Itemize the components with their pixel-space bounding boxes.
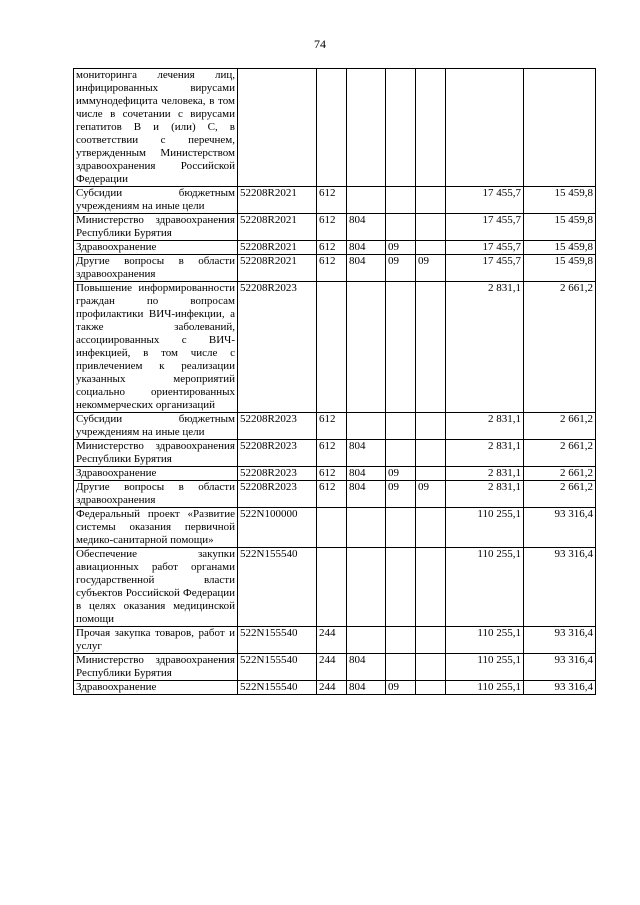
target-article-code: 52208R2021 <box>238 214 317 241</box>
section-code <box>386 214 416 241</box>
section-code <box>386 413 416 440</box>
subsection-code <box>416 508 446 548</box>
amount-executed: 2 661,2 <box>524 440 596 467</box>
subsection-code: 09 <box>416 481 446 508</box>
expense-type-code: 244 <box>317 627 347 654</box>
ministry-code <box>347 627 386 654</box>
amount-executed: 15 459,8 <box>524 255 596 282</box>
table-row <box>74 214 596 241</box>
ministry-code <box>347 69 386 187</box>
ministry-code: 804 <box>347 654 386 681</box>
item-name: Другие вопросы в области здравоохранения <box>74 255 238 282</box>
table-row <box>74 548 596 627</box>
target-article-code: 522N100000 <box>238 508 317 548</box>
amount-approved: 2 831,1 <box>446 481 524 508</box>
amount-executed: 2 661,2 <box>524 282 596 413</box>
target-article-code: 52208R2023 <box>238 481 317 508</box>
amount-executed: 2 661,2 <box>524 467 596 481</box>
amount-executed: 93 316,4 <box>524 508 596 548</box>
target-article-code: 52208R2023 <box>238 440 317 467</box>
amount-executed: 93 316,4 <box>524 681 596 695</box>
item-name: Федеральный проект «Развитие системы оказания первичной медико-санитарной помощи» <box>74 508 238 548</box>
item-name: мониторинга лечения лиц, инфицированных вирусами иммунодефицита человека, в том числе в сочетании с вирусами гепатитов В и (или) С, в соответствии с перечнем, утвержденным Министерством здравоохранения Российской Федерации <box>74 69 238 187</box>
table-row <box>74 255 596 282</box>
item-name: Здравоохранение <box>74 241 238 255</box>
ministry-code: 804 <box>347 681 386 695</box>
section-code <box>386 654 416 681</box>
amount-approved: 110 255,1 <box>446 627 524 654</box>
amount-executed: 15 459,8 <box>524 214 596 241</box>
amount-approved <box>446 69 524 187</box>
table-row <box>74 627 596 654</box>
item-name: Другие вопросы в области здравоохранения <box>74 481 238 508</box>
expense-type-code: 612 <box>317 255 347 282</box>
item-name: Здравоохранение <box>74 681 238 695</box>
section-code <box>386 627 416 654</box>
target-article-code: 52208R2021 <box>238 241 317 255</box>
target-article-code: 522N155540 <box>238 654 317 681</box>
expense-type-code: 612 <box>317 467 347 481</box>
amount-approved: 2 831,1 <box>446 413 524 440</box>
section-code <box>386 508 416 548</box>
target-article-code: 52208R2023 <box>238 467 317 481</box>
item-name: Министерство здравоохранения Республики Бурятия <box>74 214 238 241</box>
item-name: Министерство здравоохранения Республики Бурятия <box>74 654 238 681</box>
subsection-code <box>416 282 446 413</box>
table-row <box>74 413 596 440</box>
subsection-code <box>416 627 446 654</box>
expense-type-code: 244 <box>317 654 347 681</box>
ministry-code: 804 <box>347 481 386 508</box>
target-article-code: 52208R2021 <box>238 187 317 214</box>
ministry-code: 804 <box>347 255 386 282</box>
expense-type-code <box>317 282 347 413</box>
section-code: 09 <box>386 241 416 255</box>
table-row <box>74 440 596 467</box>
target-article-code: 52208R2023 <box>238 413 317 440</box>
amount-approved: 17 455,7 <box>446 241 524 255</box>
target-article-code: 522N155540 <box>238 681 317 695</box>
amount-executed: 2 661,2 <box>524 481 596 508</box>
section-code <box>386 69 416 187</box>
expense-type-code: 612 <box>317 481 347 508</box>
section-code <box>386 440 416 467</box>
table-row <box>74 481 596 508</box>
item-name: Субсидии бюджетным учреждениям на иные цели <box>74 413 238 440</box>
amount-executed: 15 459,8 <box>524 187 596 214</box>
subsection-code <box>416 440 446 467</box>
amount-approved: 110 255,1 <box>446 681 524 695</box>
target-article-code <box>238 69 317 187</box>
item-name: Министерство здравоохранения Республики Бурятия <box>74 440 238 467</box>
amount-approved: 110 255,1 <box>446 508 524 548</box>
expense-type-code: 612 <box>317 241 347 255</box>
item-name: Здравоохранение <box>74 467 238 481</box>
section-code <box>386 548 416 627</box>
amount-executed: 15 459,8 <box>524 241 596 255</box>
section-code: 09 <box>386 255 416 282</box>
amount-approved: 2 831,1 <box>446 467 524 481</box>
expense-type-code: 612 <box>317 413 347 440</box>
ministry-code <box>347 187 386 214</box>
subsection-code <box>416 681 446 695</box>
budget-table <box>73 68 596 695</box>
section-code: 09 <box>386 681 416 695</box>
subsection-code <box>416 187 446 214</box>
table-row <box>74 654 596 681</box>
table-row <box>74 508 596 548</box>
subsection-code <box>416 654 446 681</box>
amount-approved: 17 455,7 <box>446 187 524 214</box>
table-row <box>74 282 596 413</box>
ministry-code <box>347 548 386 627</box>
ministry-code: 804 <box>347 241 386 255</box>
table-row <box>74 187 596 214</box>
amount-approved: 2 831,1 <box>446 282 524 413</box>
ministry-code: 804 <box>347 467 386 481</box>
ministry-code: 804 <box>347 214 386 241</box>
table-row <box>74 69 596 187</box>
page-number: 74 <box>314 37 326 51</box>
item-name: Прочая закупка товаров, работ и услуг <box>74 627 238 654</box>
table-row <box>74 467 596 481</box>
ministry-code <box>347 413 386 440</box>
target-article-code: 52208R2023 <box>238 282 317 413</box>
subsection-code <box>416 467 446 481</box>
ministry-code: 804 <box>347 440 386 467</box>
amount-executed: 2 661,2 <box>524 413 596 440</box>
section-code <box>386 187 416 214</box>
item-name: Субсидии бюджетным учреждениям на иные цели <box>74 187 238 214</box>
item-name: Повышение информированности граждан по вопросам профилактики ВИЧ-инфекции, а также заболеваний, ассоциированных с ВИЧ-инфекцией, в том числе с привлечением к реализации указанных мероприятий социально ориентированных некоммерческих организаций <box>74 282 238 413</box>
table-row <box>74 681 596 695</box>
expense-type-code <box>317 548 347 627</box>
subsection-code: 09 <box>416 255 446 282</box>
amount-executed: 93 316,4 <box>524 627 596 654</box>
section-code: 09 <box>386 481 416 508</box>
expense-type-code: 612 <box>317 440 347 467</box>
subsection-code <box>416 241 446 255</box>
expense-type-code: 244 <box>317 681 347 695</box>
section-code <box>386 282 416 413</box>
table-row <box>74 241 596 255</box>
amount-approved: 110 255,1 <box>446 548 524 627</box>
subsection-code <box>416 214 446 241</box>
amount-approved: 2 831,1 <box>446 440 524 467</box>
expense-type-code <box>317 508 347 548</box>
subsection-code <box>416 413 446 440</box>
ministry-code <box>347 508 386 548</box>
target-article-code: 522N155540 <box>238 627 317 654</box>
expense-type-code <box>317 69 347 187</box>
subsection-code <box>416 548 446 627</box>
expense-type-code: 612 <box>317 214 347 241</box>
ministry-code <box>347 282 386 413</box>
amount-approved: 17 455,7 <box>446 255 524 282</box>
item-name: Обеспечение закупки авиационных работ органами государственной власти субъектов Российской Федерации в целях оказания медицинской помощи <box>74 548 238 627</box>
amount-approved: 110 255,1 <box>446 654 524 681</box>
amount-executed <box>524 69 596 187</box>
target-article-code: 52208R2021 <box>238 255 317 282</box>
amount-executed: 93 316,4 <box>524 548 596 627</box>
expense-type-code: 612 <box>317 187 347 214</box>
amount-approved: 17 455,7 <box>446 214 524 241</box>
amount-executed: 93 316,4 <box>524 654 596 681</box>
section-code: 09 <box>386 467 416 481</box>
subsection-code <box>416 69 446 187</box>
target-article-code: 522N155540 <box>238 548 317 627</box>
